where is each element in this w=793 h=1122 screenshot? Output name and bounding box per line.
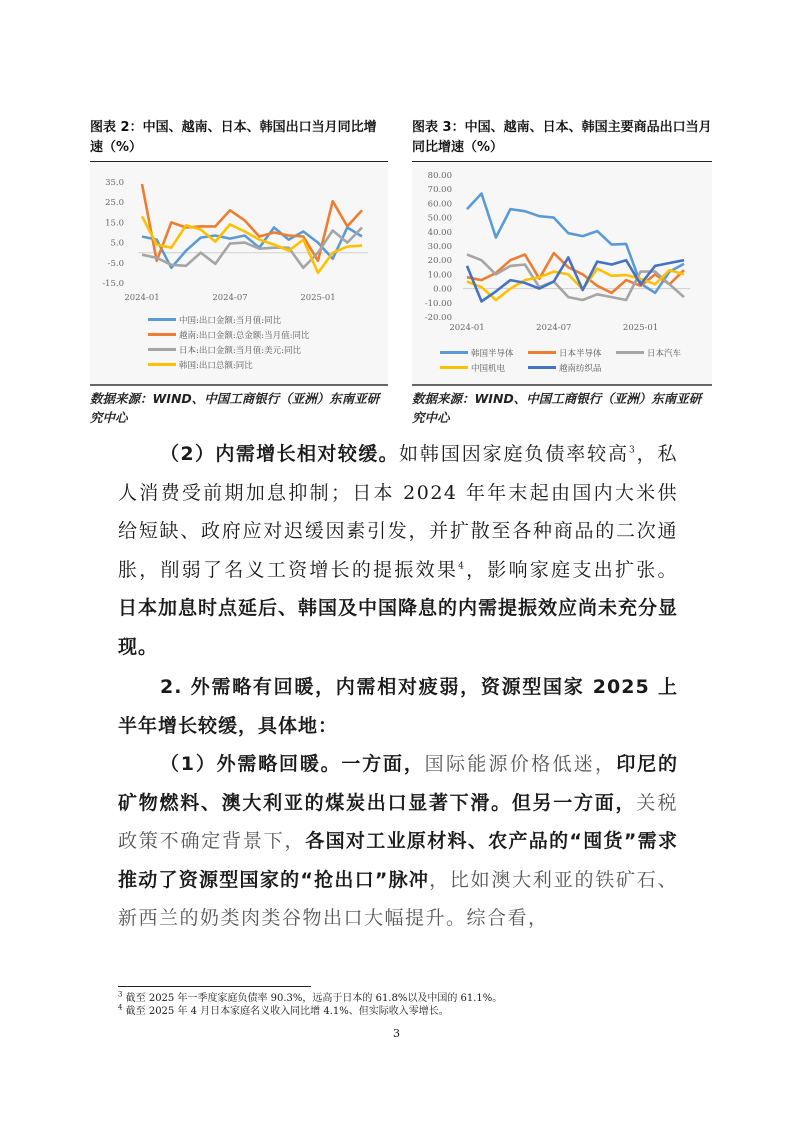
x-tick-label: 2025-01 [622, 323, 659, 333]
x-tick-label: 2024-01 [124, 293, 160, 303]
y-tick-label: 40.00 [427, 227, 452, 238]
y-tick-label: -10.00 [424, 298, 452, 309]
figure-3-legend [440, 345, 710, 375]
legend-swatch [148, 333, 176, 336]
footnote-divider [118, 986, 311, 987]
x-tick-label: 2024-07 [212, 293, 248, 303]
legend-item: 日本:出口金额:当月值:美元:同比 [148, 342, 309, 357]
y-tick-label: -5.0 [107, 258, 124, 269]
legend-swatch [440, 366, 468, 369]
legend-swatch [528, 351, 556, 354]
legend-swatch [148, 363, 176, 366]
section-heading-2: 2. 外需略有回暖，内需相对疲弱，资源型国家 2025 上半年增长较缓，具体地： [118, 676, 678, 737]
y-tick-label: -20.00 [424, 313, 452, 323]
legend-swatch [440, 351, 468, 354]
series-line [142, 184, 362, 261]
series-line [142, 228, 362, 268]
y-tick-label: 50.00 [427, 213, 452, 224]
figure-3-title: 图表 3：中国、越南、日本、韩国主要商品出口当月同比增速（%） [412, 120, 712, 155]
legend-item: 韩国半导体 [440, 345, 528, 360]
y-tick-label: 0.00 [433, 284, 452, 295]
figure-2-title: 图表 2：中国、越南、日本、韩国出口当月同比增速（%） [90, 120, 377, 155]
x-tick-label: 2025-01 [300, 293, 336, 303]
y-tick-label: 30.00 [427, 242, 452, 252]
legend-item: 中国:出口金额:当月值:同比 [148, 312, 309, 327]
legend-item: 越南纺织品 [528, 360, 616, 375]
y-tick-label: 25.0 [105, 198, 124, 209]
series-line [467, 257, 684, 301]
legend-swatch [616, 351, 644, 354]
y-tick-label: 35.0 [105, 178, 124, 188]
page-number: 3 [393, 1027, 400, 1040]
legend-swatch [148, 348, 176, 351]
y-tick-label: 15.0 [105, 218, 124, 229]
figure-3-chart [412, 162, 712, 384]
body-text [118, 435, 678, 938]
y-tick-label: 5.0 [110, 238, 124, 249]
footnote-3: $^3$ 截至 2025 年一季度家庭负债率 90.3%，远高于日本的 61.8%以及中国的 61.1%。 [118, 990, 503, 1004]
y-tick-label: -15.0 [102, 279, 124, 289]
legend-item: 中国机电 [440, 360, 528, 375]
figure-2 [90, 118, 388, 427]
y-tick-label: 20.00 [427, 256, 452, 267]
figure-2-source: 数据来源：WIND、中国工商银行（亚洲）东南亚研究中心 [90, 391, 380, 425]
paragraph-lead: （2）内需增长相对较缓。 [160, 443, 400, 465]
legend-item: 日本汽车 [616, 345, 704, 360]
y-tick-label: 80.00 [427, 171, 452, 181]
y-tick-label: 10.00 [427, 270, 452, 281]
footnote-ref-3[interactable]: 3 [628, 445, 637, 456]
x-tick-label: 2024-01 [449, 323, 485, 333]
y-tick-label: 60.00 [427, 199, 452, 210]
footnotes [118, 992, 678, 1018]
footnote-ref-4[interactable]: 4 [458, 561, 466, 572]
figure-2-chart [90, 162, 388, 384]
legend-item: 韩国:出口总额:同比 [148, 357, 309, 372]
y-tick-label: 70.00 [427, 185, 452, 196]
legend-item: 越南:出口金额:总金额:当月值:同比 [148, 327, 309, 342]
x-tick-label: 2024-07 [536, 323, 572, 333]
legend-swatch [148, 318, 176, 321]
figure-3 [412, 118, 712, 427]
footnote-4: $^4$ 截至 2025 年 4 月日本家庭名义收入同比增 4.1%、但实际收入零增长。 [118, 1003, 449, 1017]
figure-2-legend [148, 312, 309, 372]
paragraph-external-demand: （1）外需略回暖。一方面，国际能源价格低迷，印尼的矿物燃料、澳大利亚的煤炭出口显著下滑。但另一方面，关税政策不确定背景下，各国对工业原材料、农产品的“囤货”需求推动了资源型国家的“抢出口”脉冲，比如澳大利亚的铁矿石、新西兰的奶类肉类谷物出口大幅提升。综合看， [118, 753, 678, 929]
legend-swatch [528, 366, 556, 369]
paragraph-domestic-demand: （2）内需增长相对较缓。如韩国因家庭负债率较高$^3$，私人消费受前期加息抑制；日本 2024 年年末起由国内大米供给短缺、政府应对迟缓因素引发，并扩散至各种商品的二次通胀，削弱了名义工资增长的提振效果$^4$，影响家庭支出扩张。日本加息时点延后、韩国及中国降息的内需提振效应尚未充分显现。 [118, 443, 679, 658]
figure-3-source: 数据来源：WIND、中国工商银行（亚洲）东南亚研究中心 [412, 391, 702, 425]
legend-item: 日本半导体 [528, 345, 616, 360]
